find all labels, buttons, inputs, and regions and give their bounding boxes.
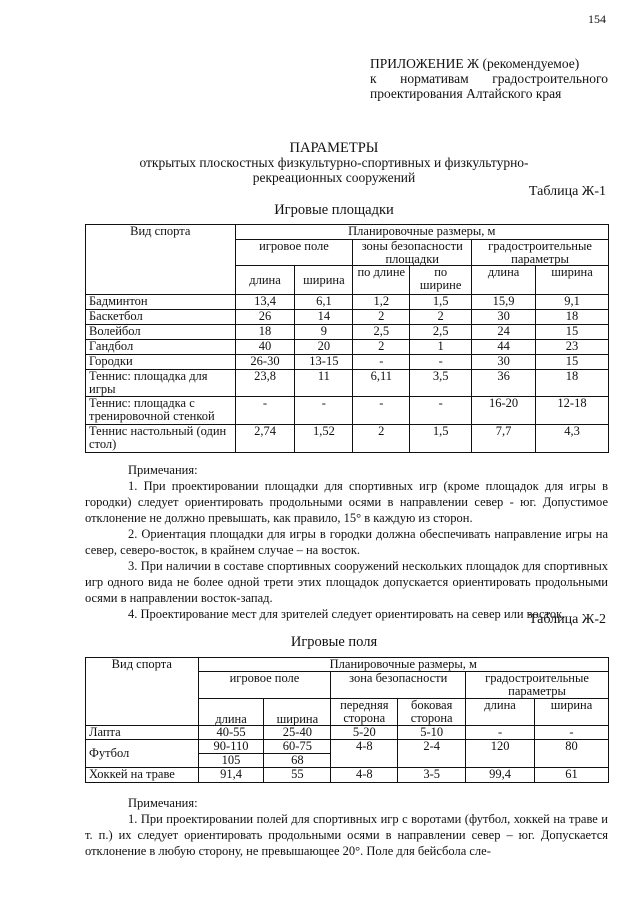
header-front-side: передняя сторона [331, 699, 398, 726]
subtitle-line-1: открытых плоскостных физкультурно-спортивных и физкультурно- [139, 155, 529, 170]
cell: 15,9 [472, 295, 536, 310]
cell: - [410, 355, 472, 370]
cell: 2 [410, 310, 472, 325]
appendix-line-2: к нормативам градостроительного [370, 71, 608, 86]
cell: 40-55 [198, 726, 264, 740]
cell: 44 [472, 340, 536, 355]
cell: 120 [466, 740, 535, 768]
header-safety-zone: зона безопасности [331, 672, 466, 699]
cell: 18 [536, 310, 609, 325]
header-planning: Планировочные размеры, м [198, 658, 608, 672]
cell: 15 [536, 355, 609, 370]
cell: 13,4 [235, 295, 295, 310]
cell: 11 [295, 370, 353, 397]
notes-heading: Примечания: [128, 463, 198, 477]
table-playgrounds [85, 224, 609, 453]
subtitle-line-2: рекреационных сооружений [252, 170, 416, 185]
notes-table2 [85, 795, 608, 859]
sport-name: Хоккей на траве [86, 768, 199, 783]
cell: - [353, 397, 410, 425]
header-urban: градостроительные параметры [472, 240, 609, 266]
header-length: длина [198, 699, 264, 726]
notes-table1 [85, 462, 608, 622]
cell: 23,8 [235, 370, 295, 397]
note-item: 1. При проектировании площадки для спортивных игр (кроме площадок для игры в городки) следует ориентировать продольными осями в направлении север - юг. Допустимое отклонение не должно превышать, как правило, 15° в каждую из сторон. [85, 479, 608, 525]
sport-name: Бадминтон [86, 295, 236, 310]
cell: 60-75 [264, 740, 331, 754]
cell: 5-10 [398, 726, 466, 740]
cell: 55 [264, 768, 331, 783]
cell: 2 [353, 340, 410, 355]
cell: 1,2 [353, 295, 410, 310]
cell: 7,7 [472, 425, 536, 453]
cell: 4,3 [536, 425, 609, 453]
cell: 6,11 [353, 370, 410, 397]
header-urban-width: ширина [535, 699, 609, 726]
cell: 1 [410, 340, 472, 355]
table-row [86, 370, 609, 397]
cell: 30 [472, 355, 536, 370]
appendix-line-3: проектирования Алтайского края [370, 86, 562, 101]
cell: 16-20 [472, 397, 536, 425]
sport-name: Лапта [86, 726, 199, 740]
cell: 1,52 [295, 425, 353, 453]
header-length: длина [235, 266, 295, 295]
note-item: 2. Ориентация площадки для игры в городки должна обеспечивать направление игры на север, северо-восток, в крайнем случае – на восток. [85, 527, 608, 557]
cell: 2,5 [353, 325, 410, 340]
cell: 6,1 [295, 295, 353, 310]
header-sport: Вид спорта [86, 658, 199, 726]
cell: 26-30 [235, 355, 295, 370]
cell: 1,5 [410, 425, 472, 453]
cell: 18 [235, 325, 295, 340]
table-row [86, 310, 609, 325]
cell: - [535, 726, 609, 740]
header-by-width: по ширине [410, 266, 472, 295]
header-urban: градостроительные параметры [466, 672, 609, 699]
cell: 68 [264, 754, 331, 768]
note-item: 3. При наличии в составе спортивных сооружений нескольких площадок для спортивных игр одного вида не более одной трети этих площадок допускается ориентировать продольными осями в направлении восток-запад. [85, 559, 608, 605]
table-row [86, 355, 609, 370]
sport-name: Волейбол [86, 325, 236, 340]
table-row [86, 740, 609, 754]
sport-name: Теннис настольный (один стол) [86, 425, 236, 453]
table2-label: Таблица Ж-2 [528, 612, 606, 627]
table1-label: Таблица Ж-1 [528, 184, 606, 199]
table-row [86, 726, 609, 740]
header-urban-width: ширина [536, 266, 609, 295]
header-field: игровое поле [235, 240, 353, 266]
cell: 12-18 [536, 397, 609, 425]
page-number: 154 [588, 12, 606, 26]
header-safety-zone: зоны безопасности площадки [353, 240, 472, 266]
cell: 61 [535, 768, 609, 783]
table-row [86, 425, 609, 453]
header-planning: Планировочные размеры, м [235, 225, 608, 240]
table2-caption: Игровые поля [290, 634, 378, 650]
header-field: игровое поле [198, 672, 331, 699]
note-item: 1. При проектировании полей для спортивных игр с воротами (футбол, хоккей на траве и т. п.) их следует ориентировать продольными осями в направлении север – юг. Допускается отклонение в любую сторону, не превышающее 20°. Поле для бейсбола сле- [85, 812, 608, 858]
cell: 9,1 [536, 295, 609, 310]
table-row [86, 295, 609, 310]
header-urban-length: длина [472, 266, 536, 295]
cell: 2,5 [410, 325, 472, 340]
cell: 9 [295, 325, 353, 340]
sport-name: Городки [86, 355, 236, 370]
header-by-length: по длине [353, 266, 410, 295]
cell: 99,4 [466, 768, 535, 783]
cell: 18 [536, 370, 609, 397]
table-playing-fields [85, 657, 609, 783]
cell: 3,5 [410, 370, 472, 397]
notes-heading: Примечания: [128, 796, 198, 810]
cell: 36 [472, 370, 536, 397]
cell: 80 [535, 740, 609, 768]
cell: - [410, 397, 472, 425]
cell: 23 [536, 340, 609, 355]
cell: 2,74 [235, 425, 295, 453]
cell: 2 [353, 425, 410, 453]
cell: 5-20 [331, 726, 398, 740]
appendix-line-1: ПРИЛОЖЕНИЕ Ж (рекомендуемое) [370, 56, 580, 71]
cell: 3-5 [398, 768, 466, 783]
header-sport: Вид спорта [86, 225, 236, 295]
document-title: ПАРАМЕТРЫ [289, 140, 379, 156]
header-urban-length: длина [466, 699, 535, 726]
sport-name: Теннис: площадка с тренировочной стенкой [86, 397, 236, 425]
cell: 4-8 [331, 740, 398, 768]
note-item: 4. Проектирование мест для зрителей следует ориентировать на север или восток. [128, 607, 566, 621]
table-row [86, 340, 609, 355]
cell: 90-110 [198, 740, 264, 754]
cell: 2 [353, 310, 410, 325]
cell: 20 [295, 340, 353, 355]
sport-name: Гандбол [86, 340, 236, 355]
cell: 91,4 [198, 768, 264, 783]
cell: 15 [536, 325, 609, 340]
table1-caption: Игровые площадки [274, 202, 394, 218]
appendix-header [370, 56, 608, 101]
table-row [86, 397, 609, 425]
cell: 4-8 [331, 768, 398, 783]
sport-name: Теннис: площадка для игры [86, 370, 236, 397]
table-row [86, 325, 609, 340]
cell: - [295, 397, 353, 425]
cell: 2-4 [398, 740, 466, 768]
sport-name: Баскетбол [86, 310, 236, 325]
cell: 26 [235, 310, 295, 325]
header-width: ширина [264, 699, 331, 726]
cell: - [466, 726, 535, 740]
cell: 40 [235, 340, 295, 355]
table-row [86, 768, 609, 783]
sport-name: Футбол [86, 740, 199, 768]
cell: 13-15 [295, 355, 353, 370]
cell: 25-40 [264, 726, 331, 740]
cell: 105 [198, 754, 264, 768]
cell: - [353, 355, 410, 370]
header-side: боковая сторона [398, 699, 466, 726]
header-width: ширина [295, 266, 353, 295]
cell: 24 [472, 325, 536, 340]
document-subtitle [60, 155, 608, 185]
cell: 1,5 [410, 295, 472, 310]
cell: - [235, 397, 295, 425]
cell: 30 [472, 310, 536, 325]
cell: 14 [295, 310, 353, 325]
